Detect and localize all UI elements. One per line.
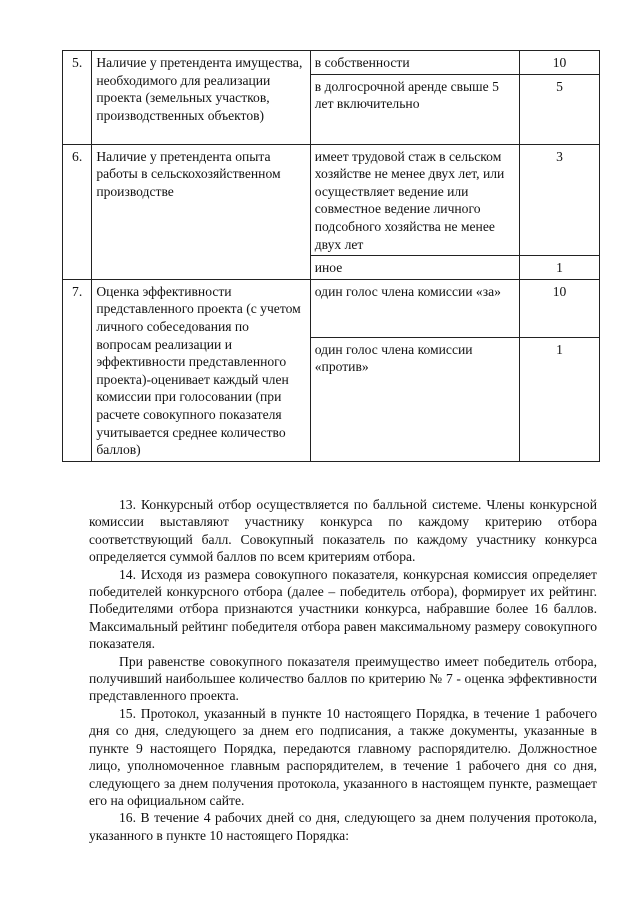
criterion-option: один голос члена комиссии «против» [310,337,519,461]
criterion-option: иное [310,256,519,280]
criterion-description: Наличие у претендента имущества, необходимого для реализации проекта (земельных участков, производственных объектов) [92,51,310,145]
criterion-points: 3 [520,144,600,256]
criterion-points: 1 [520,337,600,461]
criterion-number: 5. [63,51,92,145]
criterion-points: 5 [520,74,600,144]
criterion-points: 1 [520,256,600,280]
criterion-option: имеет трудовой стаж в сельском хозяйстве не менее двух лет, или осуществляет ведение или совместное ведение личного подсобного хозяйства не менее двух лет [310,144,519,256]
criterion-option: в собственности [310,51,519,75]
criterion-number: 7. [63,279,92,461]
criterion-description: Наличие у претендента опыта работы в сельскохозяйственном производстве [92,144,310,279]
paragraph: 14. Исходя из размера совокупного показателя, конкурсная комиссия определяет победителей конкурсного отбора (далее – победитель отбора), формирует их рейтинг. Победителями отбора признаются участники конкурса, набравшие более 16 баллов. Максимальный рейтинг победителя отбора равен максимальному размеру совокупного показателя. [89,566,597,652]
criterion-points: 10 [520,279,600,337]
criterion-number: 6. [63,144,92,279]
criterion-option: один голос члена комиссии «за» [310,279,519,337]
paragraph: 16. В течение 4 рабочих дней со дня, следующего за днем получения протокола, указанного в пункте 10 настоящего Порядка: [89,810,597,843]
paragraph: 15. Протокол, указанный в пункте 10 настоящего Порядка, в течение 1 рабочего дня со дня, следующего за днем его подписания, а также документы, указанные в пункте 9 настоящего Порядка, передаются главному распорядителю. Должностное лицо, уполномоченное главным распорядителем, в течение 1 рабочего дня со дня, следующего за днем получения протокола, указанного в настоящем пункте, размещает его на официальном сайте. [89,705,597,808]
table-row [63,51,600,75]
criterion-option: в долгосрочной аренде свыше 5 лет включительно [310,74,519,144]
body-text [89,496,597,844]
paragraph: 13. Конкурсный отбор осуществляется по балльной системе. Члены конкурсной комиссии выставляют участнику конкурса по каждому критерию отбора соответствующий балл. Совокупный показатель по каждому участнику конкурса определяется суммой баллов по всем критериям отбора. [89,497,597,565]
criterion-points: 10 [520,51,600,75]
table-row [63,279,600,337]
criterion-description: Оценка эффективности представленного проекта (с учетом личного собеседования по вопросам реализации и эффективности представленного проекта)-оценивает каждый член комиссии при голосовании (при расчете совокупного показателя учитывается среднее количество баллов) [92,279,310,461]
criteria-table [62,50,600,462]
paragraph: При равенстве совокупного показателя преимущество имеет победитель отбора, получивший наибольшее количество баллов по критерию № 7 - оценка эффективности представленного проекта. [89,653,597,704]
table-row [63,144,600,256]
